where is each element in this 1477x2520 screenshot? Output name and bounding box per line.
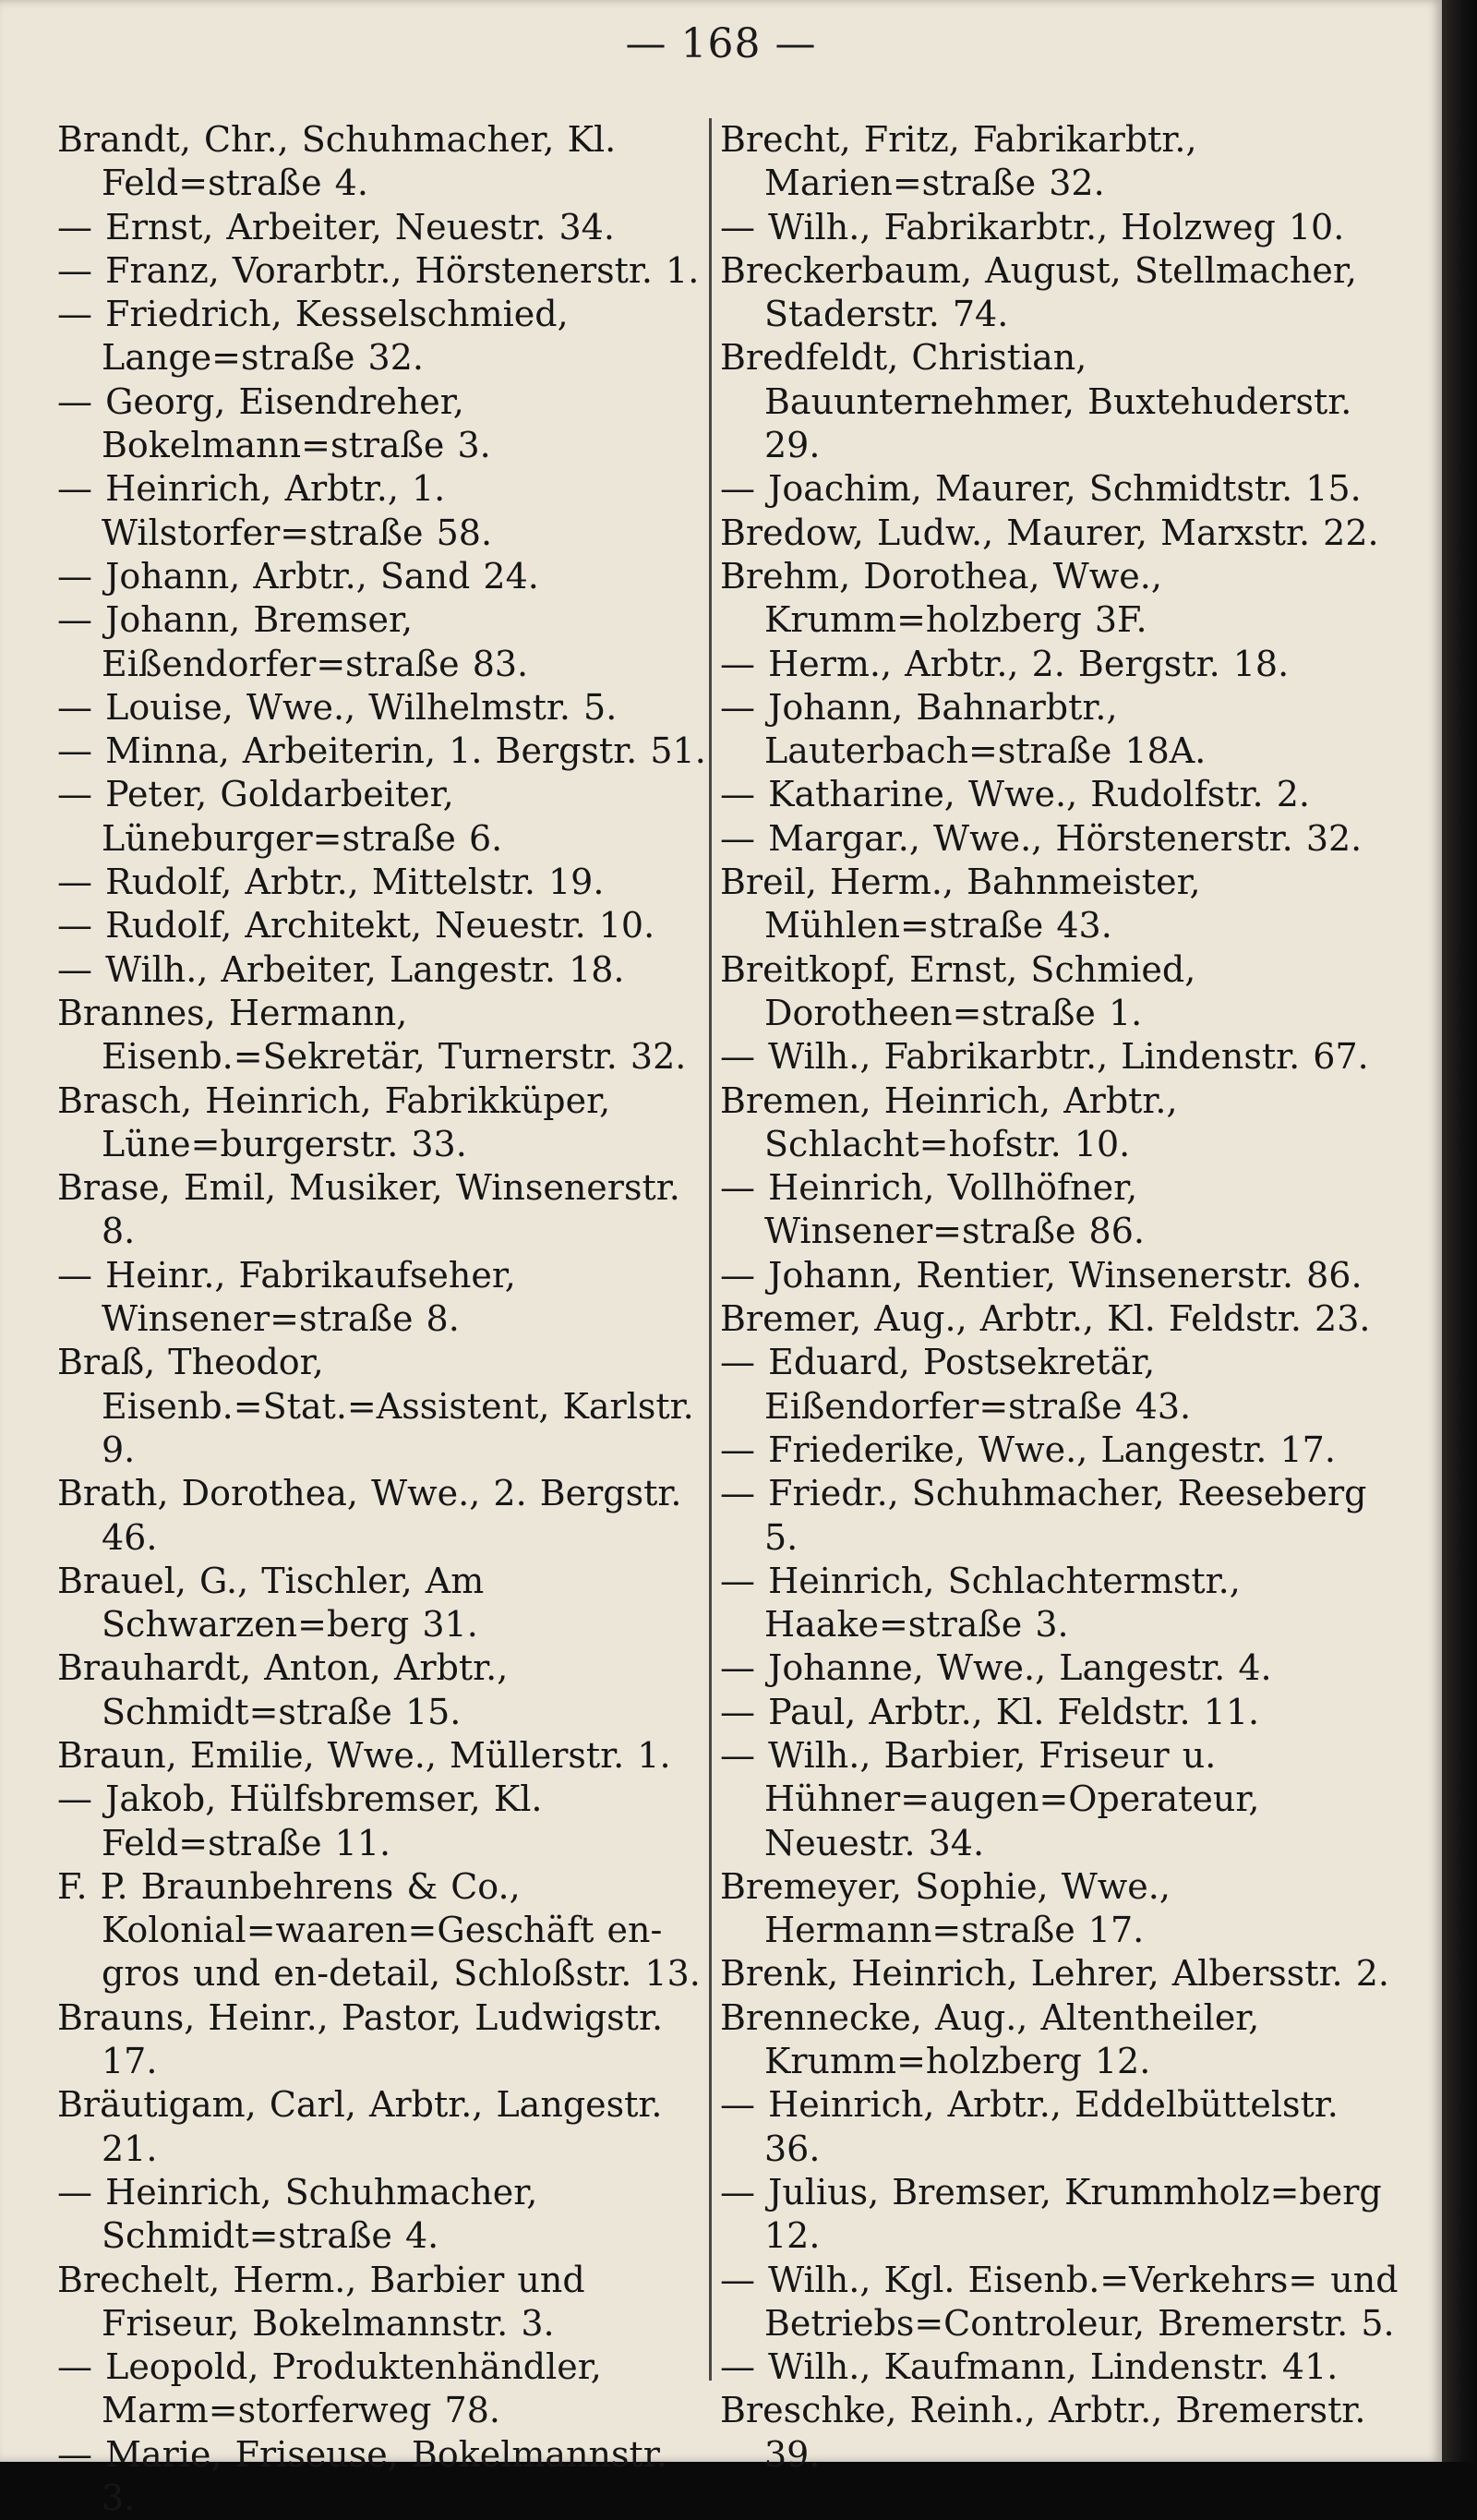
column-divider	[709, 118, 712, 2381]
directory-entry: — Joachim, Maurer, Schmidtstr. 15.	[720, 468, 1362, 510]
directory-entry: Braß, Theodor, Eisenb.=Stat.=Assistent, Karlstr. 9.	[57, 1342, 694, 1470]
directory-entry: Bredfeldt, Christian, Bauunternehmer, Buxtehuderstr. 29.	[720, 337, 1352, 466]
directory-entry: — Heinrich, Arbtr., 1. Wilstorfer=straße 58.	[57, 468, 493, 553]
directory-entry: — Johann, Arbtr., Sand 24.	[57, 555, 539, 597]
directory-entry: — Franz, Vorarbtr., Hörstenerstr. 1.	[57, 249, 700, 291]
directory-entry: — Leopold, Produktenhändler, Marm=storferweg 78.	[57, 2346, 602, 2431]
directory-entry: — Herm., Arbtr., 2. Bergstr. 18.	[720, 643, 1290, 684]
directory-entry: Bredow, Ludw., Maurer, Marxstr. 22.	[720, 512, 1379, 553]
directory-entry: Brase, Emil, Musiker, Winsenerstr. 8.	[57, 1167, 680, 1252]
directory-entry: F. P. Braunbehrens & Co., Kolonial=waaren=Geschäft en-gros und en-detail, Schloßstr. 13.	[57, 1865, 701, 1995]
directory-entry: — Jakob, Hülfsbremser, Kl. Feld=straße 11.	[57, 1778, 543, 1863]
directory-entry: — Wilh., Fabrikarbtr., Holzweg 10.	[720, 206, 1345, 247]
directory-entry: Brauns, Heinr., Pastor, Ludwigstr. 17.	[57, 1996, 664, 2082]
directory-entry: Breschke, Reinh., Arbtr., Bremerstr. 39.	[720, 2390, 1366, 2475]
directory-entry: — Heinr., Fabrikaufseher, Winsener=straße 8.	[57, 1254, 516, 1340]
directory-entry: Brenk, Heinrich, Lehrer, Albersstr. 2.	[720, 1953, 1389, 1995]
directory-entry: — Johanne, Wwe., Langestr. 4.	[720, 1647, 1272, 1689]
directory-entry: — Friedr., Schuhmacher, Reeseberg 5.	[720, 1473, 1367, 1558]
directory-entry: — Georg, Eisendreher, Bokelmann=straße 3.	[57, 380, 491, 466]
directory-entry: — Louise, Wwe., Wilhelmstr. 5.	[57, 686, 618, 728]
directory-entry: Brannes, Hermann, Eisenb.=Sekretär, Turnerstr. 32.	[57, 992, 687, 1078]
directory-entry: Braun, Emilie, Wwe., Müllerstr. 1.	[57, 1734, 671, 1776]
directory-entry: — Minna, Arbeiterin, 1. Bergstr. 51.	[57, 730, 706, 772]
directory-entry: Brauhardt, Anton, Arbtr., Schmidt=straße 15.	[57, 1647, 509, 1732]
directory-entry: Brecht, Fritz, Fabrikarbtr., Marien=straße 32.	[720, 119, 1197, 204]
directory-entry: — Friedrich, Kesselschmied, Lange=straße 32.	[57, 294, 569, 379]
directory-entry: — Marie, Friseuse, Bokelmannstr. 3.	[57, 2433, 667, 2519]
directory-entry: Bremeyer, Sophie, Wwe., Hermann=straße 17.	[720, 1865, 1171, 1951]
directory-entry: — Wilh., Kaufmann, Lindenstr. 41.	[720, 2346, 1339, 2388]
left-column	[57, 118, 713, 2520]
directory-entry: — Heinrich, Vollhöfner, Winsener=straße 86.	[720, 1167, 1145, 1252]
directory-entry: Brandt, Chr., Schuhmacher, Kl. Feld=straße 4.	[57, 119, 617, 204]
directory-entry: — Wilh., Fabrikarbtr., Lindenstr. 67.	[720, 1036, 1369, 1078]
directory-entry: — Heinrich, Schlachtermstr., Haake=straße 3.	[720, 1560, 1241, 1646]
directory-entry: Brauel, G., Tischler, Am Schwarzen=berg 31.	[57, 1560, 485, 1646]
directory-entry: Brath, Dorothea, Wwe., 2. Bergstr. 46.	[57, 1473, 682, 1558]
directory-entry: — Rudolf, Arbtr., Mittelstr. 19.	[57, 862, 605, 903]
right-column	[720, 118, 1399, 2477]
directory-entry: — Ernst, Arbeiter, Neuestr. 34.	[57, 206, 615, 247]
directory-entry: — Peter, Goldarbeiter, Lüneburger=straße 6.	[57, 774, 503, 859]
directory-entry: — Katharine, Wwe., Rudolfstr. 2.	[720, 774, 1310, 815]
directory-entry: — Wilh., Kgl. Eisenb.=Verkehrs= und Betriebs=Controleur, Bremerstr. 5.	[720, 2259, 1399, 2344]
directory-entry: — Margar., Wwe., Hörstenerstr. 32.	[720, 817, 1363, 859]
directory-entry: — Julius, Bremser, Krummholz=berg 12.	[720, 2171, 1382, 2257]
directory-entry: Brechelt, Herm., Barbier und Friseur, Bokelmannstr. 3.	[57, 2259, 585, 2344]
directory-entry: — Johann, Bahnarbtr., Lauterbach=straße 18A.	[720, 686, 1207, 772]
directory-entry: — Heinrich, Arbtr., Eddelbüttelstr. 36.	[720, 2084, 1339, 2169]
directory-entry: Brennecke, Aug., Altentheiler, Krumm=holzberg 12.	[720, 1996, 1260, 2082]
directory-entry: — Johann, Bremser, Eißendorfer=straße 83.	[57, 599, 529, 684]
directory-entry: — Wilh., Arbeiter, Langestr. 18.	[57, 948, 625, 990]
directory-entry: — Paul, Arbtr., Kl. Feldstr. 11.	[720, 1691, 1260, 1732]
directory-entry: Bräutigam, Carl, Arbtr., Langestr. 21.	[57, 2084, 663, 2169]
directory-entry: Bremer, Aug., Arbtr., Kl. Feldstr. 23.	[720, 1298, 1371, 1340]
directory-entry: — Rudolf, Architekt, Neuestr. 10.	[57, 905, 655, 947]
directory-entry: — Heinrich, Schuhmacher, Schmidt=straße 4.	[57, 2171, 538, 2257]
directory-entry: — Wilh., Barbier, Friseur u. Hühner=augen=Operateur, Neuestr. 34.	[720, 1734, 1260, 1863]
directory-entry: Breitkopf, Ernst, Schmied, Dorotheen=straße 1.	[720, 948, 1196, 1033]
directory-entry: Brehm, Dorothea, Wwe., Krumm=holzberg 3F.	[720, 555, 1162, 641]
directory-entry: — Friederike, Wwe., Langestr. 17.	[720, 1429, 1336, 1470]
directory-entry: Bremen, Heinrich, Arbtr., Schlacht=hofstr. 10.	[720, 1079, 1178, 1164]
directory-entry: Brasch, Heinrich, Fabrikküper, Lüne=burgerstr. 33.	[57, 1079, 611, 1164]
directory-entry: — Eduard, Postsekretär, Eißendorfer=straße 43.	[720, 1342, 1192, 1427]
directory-entry: — Johann, Rentier, Winsenerstr. 86.	[720, 1254, 1363, 1296]
directory-entry: Breil, Herm., Bahnmeister, Mühlen=straße 43.	[720, 862, 1201, 947]
page-edge-shadow	[1442, 0, 1477, 2462]
page-number: — 168 —	[625, 20, 817, 67]
directory-entry: Breckerbaum, August, Stellmacher, Staderstr. 74.	[720, 249, 1357, 335]
